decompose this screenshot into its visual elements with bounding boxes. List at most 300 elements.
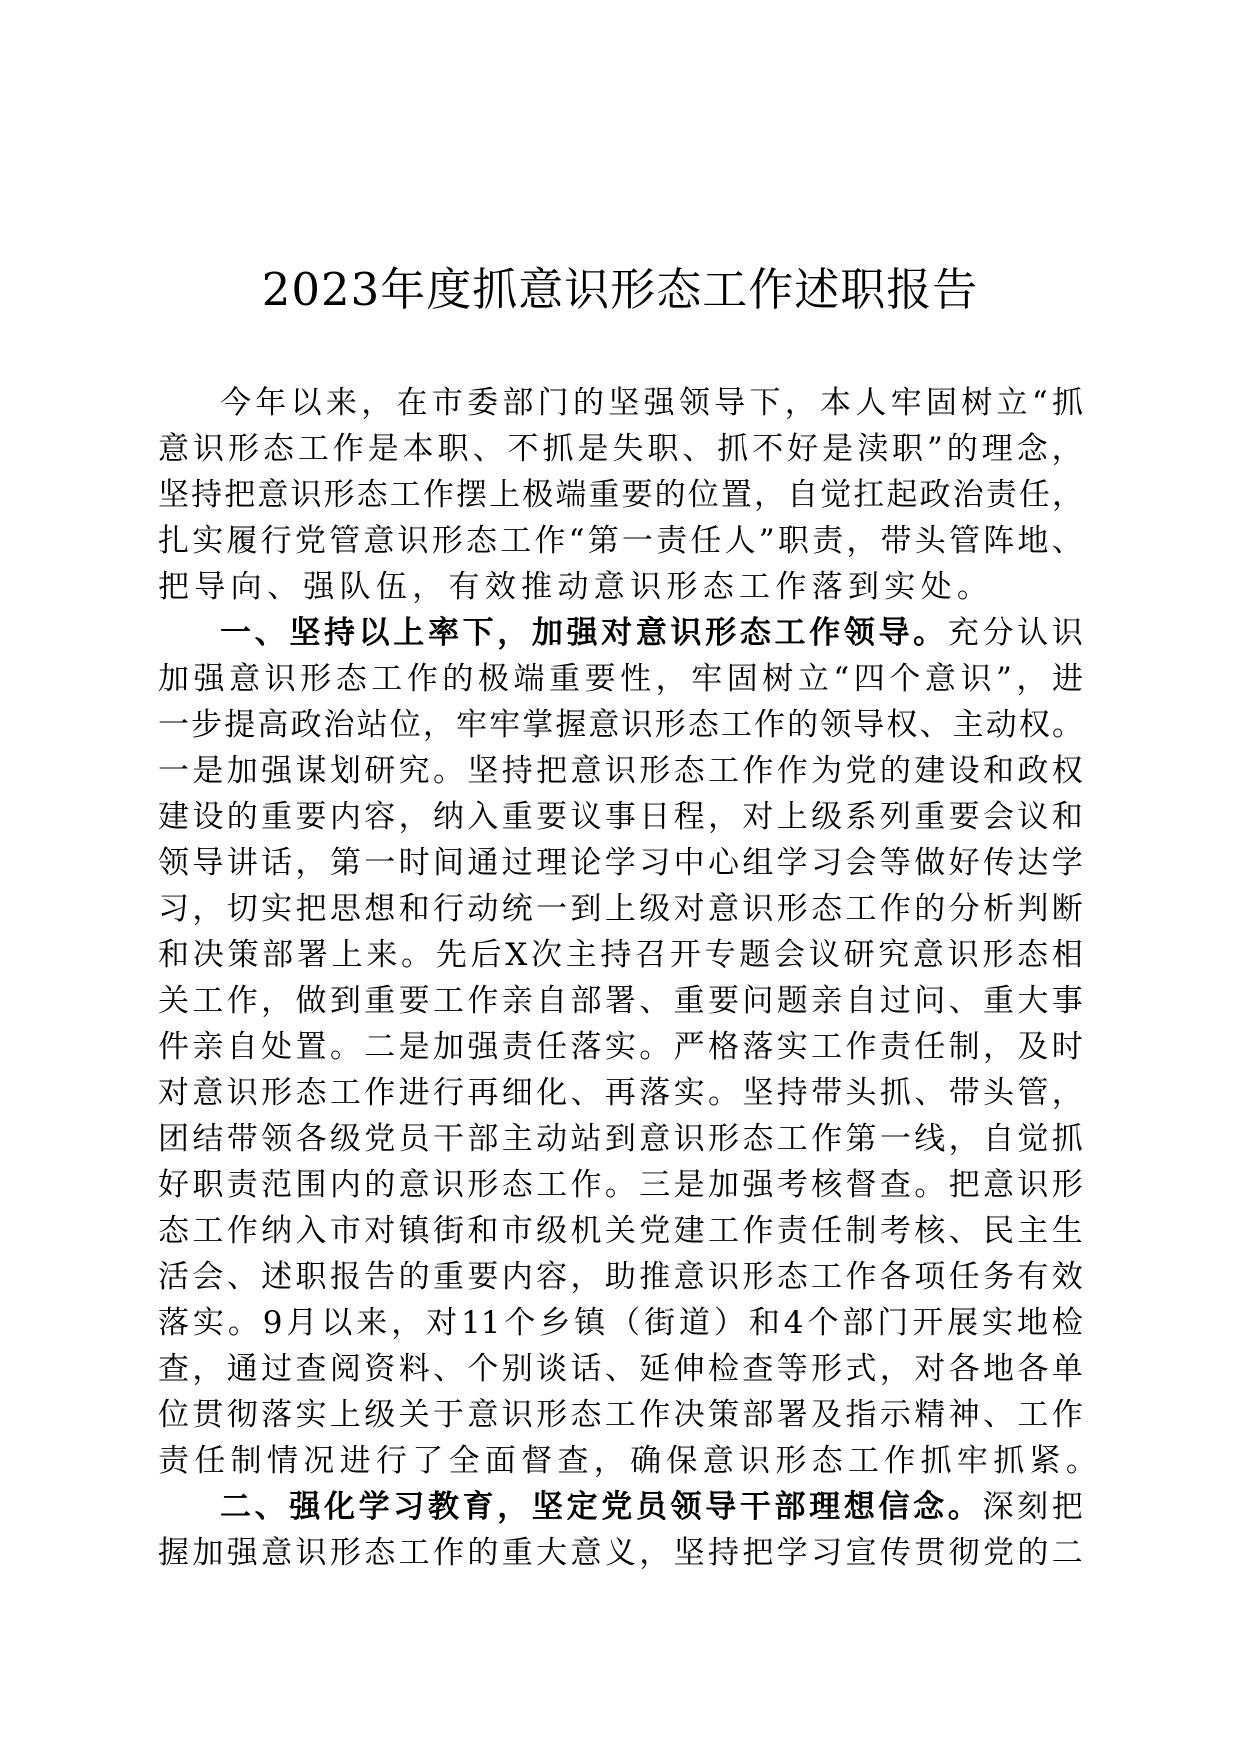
body-char: 作 [534,523,566,559]
body-line [158,840,1083,886]
body-char: 站 [356,707,388,743]
body-char: 形 [536,1397,568,1433]
body-char: 判 [1017,891,1049,927]
body-char: 实 [604,1029,636,1065]
body-char: 宣 [845,1535,877,1571]
body-char: 理 [536,845,568,881]
body-char: 党 [845,753,877,789]
body-char: 意 [924,661,956,697]
body-char: 究 [398,753,430,789]
body-char: 加 [708,1167,739,1203]
body-char: 习 [811,845,843,881]
body-char: 意 [158,431,189,467]
body-char: 握 [555,707,587,743]
body-char: ， [753,477,785,513]
body-char: 的 [364,1167,396,1203]
body-char: 学 [604,845,636,881]
body-char: 抓 [879,1075,911,1111]
body-char: 把 [1051,1489,1083,1525]
body-char: 9 [262,1305,283,1341]
body-char: 为 [811,753,843,789]
body-char: X [505,937,528,973]
body-char: 查 [158,1351,189,1387]
body-char: 分 [982,615,1014,651]
body-char: 强 [193,661,225,697]
body-char: 、 [639,983,671,1019]
body-char: 职 [437,431,469,467]
body-char: 是 [367,431,399,467]
body-char: 等 [879,845,911,881]
body-char: 对 [364,1213,396,1249]
body-char: 工 [297,431,329,467]
heading-char: 一 [220,615,251,651]
body-char: 态 [776,1259,808,1295]
body-char: 态 [335,661,367,697]
body-char: 识 [708,1259,739,1295]
body-line [158,380,1083,426]
body-char: 部 [742,1397,774,1433]
body-char: 意 [983,1167,1014,1203]
heading-char: 工 [774,615,806,651]
body-char: 先 [435,937,467,973]
body-char: 研 [843,937,875,973]
body-char: 端 [555,477,587,513]
body-char: 好 [787,431,819,467]
body-char: ， [1051,477,1083,513]
body-char: 民 [983,1213,1014,1249]
body-char: 的 [398,1259,430,1295]
body-char: ， [422,707,454,743]
body-char: 识 [295,1535,327,1571]
heading-char: 识 [670,615,702,651]
body-char: 实 [982,1305,1014,1341]
body-char: 市 [329,1213,361,1249]
body-char: 于 [433,1397,464,1433]
body-char: 落 [639,1075,671,1111]
body-char: 大 [536,1535,568,1571]
body-char: 责 [879,1029,911,1065]
body-char: 研 [364,753,396,789]
body-char: 抓 [1051,385,1083,421]
body-char: 析 [983,891,1014,927]
body-char: 的 [946,431,978,467]
body-char: 、 [914,1075,946,1111]
body-char: 各 [1017,1351,1049,1387]
body-char: 过 [261,1351,293,1387]
body-char: 抓 [542,431,574,467]
heading-char: 。 [947,1489,979,1525]
body-char: 了 [412,1443,449,1479]
body-line [158,794,1083,840]
body-char: 部 [502,385,534,421]
body-char: 理 [981,431,1013,467]
body-char: 来 [366,937,398,973]
body-char: 向 [230,569,267,605]
body-char: 部 [842,1305,874,1341]
body-char: 树 [961,385,993,421]
body-char: 重 [983,983,1014,1019]
body-char: 情 [266,1443,304,1479]
body-char: 入 [467,799,499,835]
body-char: 个 [467,1351,499,1387]
body-char: 主 [565,937,597,973]
body-char: 形 [775,1443,812,1479]
body-line [158,1162,1083,1208]
body-char: 意 [588,707,620,743]
body-char: 作 [845,1029,877,1065]
body-char: 个 [807,1305,839,1341]
body-char: 重 [549,661,581,697]
body-char: 纳 [261,1213,293,1249]
body-char: ， [361,385,393,421]
body-char: 坚 [158,477,189,513]
body-char: 意 [912,937,944,973]
body-char: 。 [1051,707,1083,743]
body-char: 态 [1017,937,1049,973]
body-char: 加 [433,1029,464,1065]
body-char: 大 [1017,983,1049,1019]
body-char: 领 [261,1121,293,1157]
body-char: 履 [226,523,258,559]
body-char: 坚 [608,385,640,421]
body-char: 专 [704,937,736,973]
body-char: 述 [261,1259,293,1295]
body-char: 题 [739,937,771,973]
body-char: 落 [158,1305,189,1341]
body-char: 识 [226,1075,258,1111]
body-char: 。 [956,569,994,605]
body-char: 各 [295,1121,327,1157]
body-char: 时 [398,845,430,881]
body-char: 作 [406,661,438,697]
body-char: 事 [604,799,636,835]
body-char: 高 [257,707,289,743]
body-char: 意 [467,1397,499,1433]
body-char: 把 [536,753,568,789]
body-char: 。 [639,1029,671,1065]
body-char: 重 [501,799,533,835]
body-char: 团 [158,1121,189,1157]
body-char: 落 [261,1397,293,1433]
body-char: 作 [742,1213,774,1249]
body-char: 上 [489,477,521,513]
body-char: 部 [467,1121,499,1157]
body-char: 对 [742,799,774,835]
body-char: 级 [811,799,843,835]
body-char: 作 [776,753,808,789]
body-char: 态 [364,1535,396,1571]
body-char: 带 [948,1075,980,1111]
document-body [158,380,1103,1576]
heading-char: 党 [601,1489,633,1525]
heading-char: ， [497,615,529,651]
body-char: 。 [329,1029,361,1065]
body-char: 三 [639,1167,671,1203]
heading-char: 定 [566,1489,598,1525]
body-char: 识 [742,891,774,927]
body-char: 固 [726,661,758,697]
body-char: 对 [914,1351,946,1387]
heading-char: 领 [670,1489,702,1525]
body-char: 意 [229,661,261,697]
body-char: 效 [484,569,522,605]
body-char: 乡 [539,1305,571,1341]
body-line [158,1024,1083,1070]
body-char: 党 [294,523,326,559]
body-char: 召 [635,937,667,973]
body-char: 人 [855,385,887,421]
body-char: 核 [914,1213,946,1249]
body-char: 、 [948,1213,980,1249]
heading-char: 员 [635,1489,667,1525]
body-char: 不 [752,431,784,467]
body-char: 立 [996,385,1028,421]
body-char: 强 [303,569,340,605]
body-char: ， [391,1305,423,1341]
body-char: 重 [588,477,620,513]
body-char: 在 [396,385,428,421]
body-char: 检 [1051,1305,1083,1341]
body-char: 任 [811,1213,843,1249]
body-char: 开 [669,937,701,973]
body-char: 工 [776,1121,808,1157]
body-char: 作 [332,431,364,467]
body-char: 是 [192,753,224,789]
body-char: 况 [303,1443,340,1479]
body-char: 务 [983,1259,1014,1295]
heading-char: 形 [705,615,737,651]
body-char: 意 [673,1259,705,1295]
body-char: 责 [656,523,688,559]
body-char: 把 [295,891,327,927]
body-char: 推 [639,1259,671,1295]
body-char: 建 [914,753,946,789]
body-char: 起 [886,477,918,513]
heading-char: 导 [878,615,910,651]
body-char: 治 [952,477,984,513]
body-char: 坚 [467,753,499,789]
body-char: 论 [570,845,602,881]
body-char: 带 [811,1075,843,1111]
body-char: 不 [507,431,539,467]
body-char: 。 [433,753,464,789]
body-char: 督 [521,1443,558,1479]
heading-char: 率 [427,615,459,651]
body-char: 一 [621,523,653,559]
body-char: 形 [776,891,808,927]
body-char: 第 [587,523,619,559]
body-char: 任 [1018,477,1050,513]
heading-char: 态 [739,615,771,651]
body-char: 形 [227,431,259,467]
body-char: 二 [364,1029,396,1065]
body-char: ” [926,431,943,467]
body-char: 地 [1017,523,1049,559]
body-char: 第 [329,845,361,881]
body-char: 习 [639,845,671,881]
body-char: 任 [948,1259,980,1295]
body-char: 识 [1051,615,1083,651]
body-char: 意 [570,753,602,789]
body-char: 位 [389,707,421,743]
body-char: 级 [639,891,671,927]
body-line [158,1254,1083,1300]
body-char: 导 [853,707,885,743]
body-char: 本 [402,431,434,467]
body-char: 一 [364,845,396,881]
body-char: 关 [158,983,189,1019]
body-char: 意 [639,1121,671,1157]
body-char: 人 [724,523,756,559]
body-char: ， [192,891,224,927]
body-char: 重 [673,983,705,1019]
body-char: 端 [513,661,545,697]
body-char: 态 [570,1397,602,1433]
body-char: 4 [783,1305,804,1341]
body-char: 委 [467,385,499,421]
body-char: 的 [654,477,686,513]
body-char: 进 [339,1443,376,1479]
heading-char: 想 [843,1489,875,1525]
body-char: 意 [570,1535,602,1571]
body-char: 线 [914,1121,946,1157]
body-char: 指 [845,1397,877,1433]
body-char: 任 [690,523,722,559]
body-line [158,1346,1083,1392]
body-char: 工 [739,569,776,605]
body-char: 一 [536,891,568,927]
body-char: 实 [192,523,224,559]
body-char: 作 [570,1167,602,1203]
body-char: 位 [158,1397,189,1433]
body-char: 以 [290,385,322,421]
body-line [158,472,1083,518]
body-char: 意 [257,477,289,513]
body-char: 检 [708,1351,739,1387]
body-char: 级 [364,1397,396,1433]
heading-char: 二 [220,1489,251,1525]
body-char: 态 [295,1075,327,1111]
body-line [158,426,1083,472]
body-char: 个 [889,661,921,697]
body-char: 工 [536,1167,568,1203]
body-char: 。 [604,1167,636,1203]
heading-char: 强 [289,1489,321,1525]
body-char: 到 [570,891,602,927]
document-title: 2023年度抓意识形态工作述职报告 [261,263,979,317]
body-char: 相 [1051,937,1083,973]
body-char: ） [713,1305,745,1341]
body-char: 态 [501,1167,533,1203]
body-char: 来 [356,1305,388,1341]
body-char: “ [568,523,585,559]
body-char: 内 [501,1259,533,1295]
body-char: 亲 [811,983,843,1019]
body-char: 讲 [226,845,258,881]
body-char: 和 [983,753,1014,789]
body-char: 、 [604,1351,636,1387]
body-char: 牢 [691,661,723,697]
body-char: 工 [433,983,464,1019]
body-char: 切 [226,891,258,927]
body-char: 的 [879,753,911,789]
body-char: ， [879,1351,911,1387]
body-char: 作 [467,983,499,1019]
body-char: 和 [467,1213,499,1249]
body-char: 念 [1016,431,1048,467]
body-char: 加 [192,1535,224,1571]
body-char: 再 [467,1075,499,1111]
body-char: 、 [226,1259,258,1295]
body-char: 料 [398,1351,430,1387]
body-char: ， [784,385,816,421]
body-char: 扎 [158,523,189,559]
body-char: 责 [158,1443,195,1479]
body-char: 领 [158,845,189,881]
body-char: 问 [914,983,946,1019]
body-char: 入 [295,1213,327,1249]
body-char: 亲 [501,983,533,1019]
body-char: 镇 [574,1305,606,1341]
body-char: 一 [158,753,189,789]
body-char: 态 [811,891,843,927]
body-char: 话 [570,1351,602,1387]
body-char: 任 [194,1443,231,1479]
heading-char: 坚 [289,615,321,651]
body-char: 把 [224,477,256,513]
body-char: 11 [461,1305,501,1341]
body-char: 会 [192,1259,224,1295]
body-char: 牢 [956,1443,994,1479]
body-char: 态 [262,431,294,467]
heading-char: 强 [566,615,598,651]
body-char: 坚 [742,1075,774,1111]
body-char: 时 [1051,1029,1083,1065]
body-char: “ [1031,385,1048,421]
body-char: 过 [501,845,533,881]
heading-char: 理 [809,1489,841,1525]
body-char: 式 [845,1351,877,1387]
body-char: 查 [742,1351,774,1387]
body-char: 树 [762,661,794,697]
body-char: 形 [467,1167,499,1203]
body-char: 落 [742,1029,774,1065]
body-char: 队 [339,569,376,605]
body-char: 议 [570,799,602,835]
body-char: 一 [158,707,189,743]
body-char: 、 [983,1397,1014,1433]
body-char: 断 [1051,891,1083,927]
body-char: 组 [742,845,774,881]
body-char: 态 [811,1443,848,1479]
body-line [158,1530,1083,1576]
body-char: 实 [884,569,921,605]
body-char: 再 [604,1075,636,1111]
body-char: 强 [226,1535,258,1571]
body-char: 的 [467,1535,499,1571]
body-char: 设 [948,753,980,789]
body-char: 考 [879,1213,911,1249]
body-char: 深 [982,1489,1014,1525]
body-char: 识 [960,661,992,697]
body-char: ， [983,1029,1014,1065]
heading-char: 、 [254,615,286,651]
body-char: 传 [983,845,1014,881]
body-char: ， [948,1121,980,1157]
heading-char: 导 [705,1489,737,1525]
body-char: 行 [260,523,292,559]
body-char: 作 [884,1443,921,1479]
